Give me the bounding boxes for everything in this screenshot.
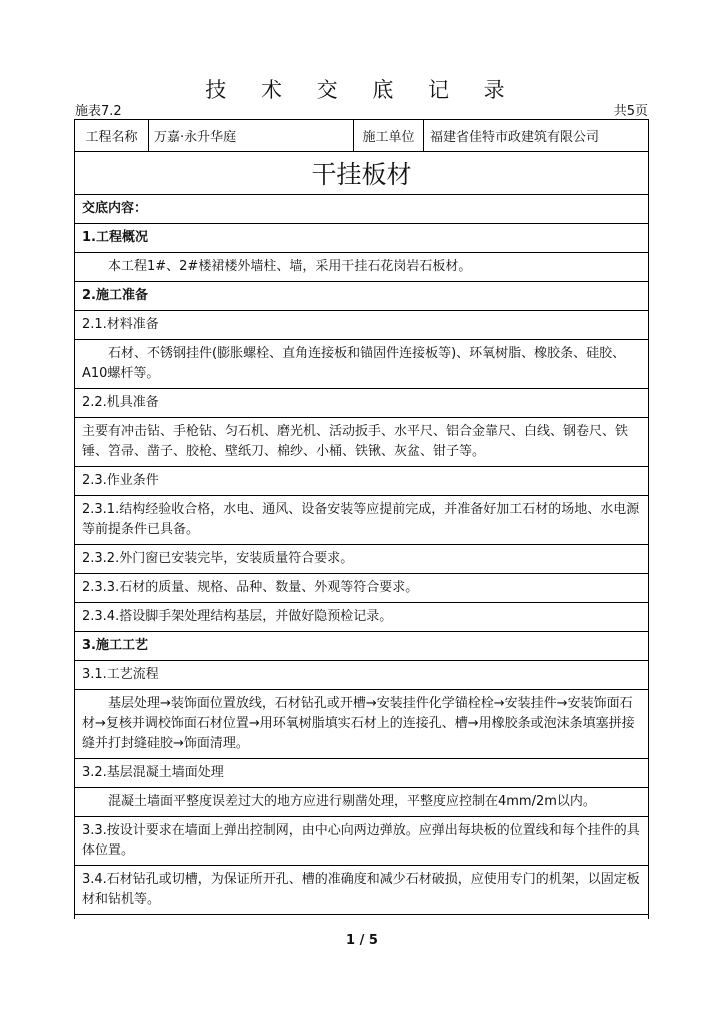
construction-unit-value: 福建省佳特市政建筑有限公司 (430, 130, 600, 145)
section-heading: 干挂板材 (75, 152, 648, 195)
form-number: 施表7.2 (75, 104, 122, 119)
total-pages: 共5页 (613, 104, 648, 119)
record-table (74, 119, 649, 919)
project-name-label: 工程名称 (75, 120, 149, 151)
disclosure-content (75, 195, 648, 919)
project-name-value: 万嘉·永升华庭 (149, 120, 354, 151)
content-row: 1.工程概况 (75, 224, 648, 253)
content-row: 3.施工工艺 (75, 632, 648, 661)
page-indicator: 1 / 5 (346, 933, 378, 948)
content-row: 混凝土墙面平整度误差过大的地方应进行剔凿处理，平整度应控制在4mm/2m以内。 (75, 788, 648, 817)
content-row: 2.3.2.外门窗已安装完毕，安装质量符合要求。 (75, 545, 648, 574)
content-row: 交底内容： (75, 195, 648, 224)
content-row: 3.1.工艺流程 (75, 661, 648, 690)
content-row: 2.3.4.搭设脚手架处理结构基层，并做好隐预检记录。 (75, 603, 648, 632)
content-row: 基层处理→装饰面位置放线，石材钻孔或开槽→安装挂件化学锚栓栓→安装挂件→安装饰面石材→复核并调校饰面石材位置→用环氧树脂填实石材上的连接孔、槽→用橡胶条或泡沫条填塞拼接缝并打封缝硅胶→饰面清理。 (75, 690, 648, 759)
content-row: 3.4.石材钻孔或切槽，为保证所开孔、槽的准确度和减少石材破损，应使用专门的机架，以固定板材和钻机等。 (75, 866, 648, 915)
content-row: 主要有冲击钻、手枪钻、匀石机、磨光机、活动扳手、水平尺、铝合金靠尺、白线、钢卷尺、铁锤、笤帚、凿子、胶枪、壁纸刀、棉纱、小桶、铁锹、灰盆、钳子等。 (75, 418, 648, 467)
content-row: 2.2.机具准备 (75, 389, 648, 418)
content-row: 3.3.按设计要求在墙面上弹出控制网，由中心向两边弹放。应弹出每块板的位置线和每个挂件的具体位置。 (75, 817, 648, 866)
content-row: 石材、不锈钢挂件(膨胀螺栓、直角连接板和锚固件连接板等)、环氧树脂、橡胶条、硅胶、A10螺杆等。 (75, 340, 648, 389)
content-row: 3.2.基层混凝土墙面处理 (75, 759, 648, 788)
content-row: 2.3.作业条件 (75, 467, 648, 496)
content-row: 2.施工准备 (75, 282, 648, 311)
project-info-row (75, 120, 648, 152)
content-row: 本工程1#、2#楼裙楼外墙柱、墙，采用干挂石花岗岩石板材。 (75, 253, 648, 282)
construction-unit-label: 施工单位 (354, 120, 424, 151)
content-row: 2.3.1.结构经验收合格，水电、通风、设备安装等应提前完成，并准备好加工石材的场地、水电源等前提条件已具备。 (75, 496, 648, 545)
content-row (75, 915, 648, 919)
document-title: 技 术 交 底 记 录 (205, 78, 519, 102)
content-row: 2.3.3.石材的质量、规格、品种、数量、外观等符合要求。 (75, 574, 648, 603)
content-row: 2.1.材料准备 (75, 311, 648, 340)
